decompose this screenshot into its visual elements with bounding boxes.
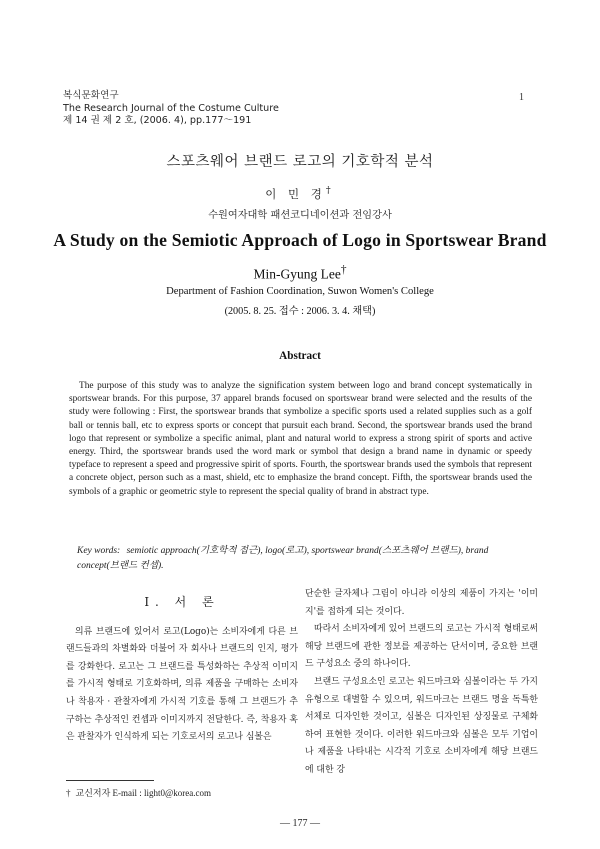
footnote-mark: † <box>66 788 71 798</box>
author-korean-name: 이 민 경 <box>265 186 326 201</box>
title-korean: 스포츠웨어 브랜드 로고의 기호학적 분석 <box>166 154 434 170</box>
author-english-name: Min-Gyung Lee <box>253 266 341 282</box>
journal-name-ko: 복식문화연구 <box>63 90 119 101</box>
keywords-text: semiotic approach(기호학적 접근), logo(로고), sportswear brand(스포츠웨어 브랜드), brand concept(브랜드 컨셉). <box>77 546 489 571</box>
journal-issue: 제 14 권 제 2 호, (2006. 4), pp.177～191 <box>63 115 252 126</box>
footnote-text: 교신저자 E-mail : light0@korea.com <box>75 788 212 798</box>
body-paragraph: 의류 브랜드에 있어서 로고(Logo)는 소비자에게 다른 브랜드들과의 차별화와 더불어 자 회사나 브랜드의 인지, 평가를 강화한다. 로고는 그 브랜드를 특성화하는 추상적 이미지를 가시적 형태로 기호화하며, 의류 제품을 구매하는 소비자나 착용자 · 관찰자에게 가시적 기호를 통해 그 브랜드가 추구하는 추상적인 컨셉과 이미지까지 전달한다. 즉, 착용자 혹은 관찰자가 인식하게 되는 기호로서의 로고나 심볼은 <box>66 626 298 743</box>
section-heading: I. 서 론 <box>144 595 220 609</box>
body-column-left <box>66 586 298 747</box>
author-english <box>0 264 600 283</box>
affiliation-korean: 수원여자대학 패션코디네이션과 전임강사 <box>208 210 392 221</box>
author-korean <box>0 185 600 202</box>
body-column-right <box>305 586 538 780</box>
keywords-label: Key words: <box>77 546 121 556</box>
footnote <box>66 786 211 799</box>
body-paragraph: 단순한 글자체나 그림이 아니라 이상의 제품이 가지는 '이미지'를 접하게 되는 것이다. <box>305 589 538 617</box>
page-corner-number: 1 <box>519 92 524 103</box>
title-english: A Study on the Semiotic Approach of Logo in Sportswear Brand <box>53 230 547 250</box>
abstract-heading: Abstract <box>279 350 321 362</box>
journal-header <box>63 90 279 128</box>
page-number: — 177 — <box>280 818 320 829</box>
body-paragraph: 브랜드 구성요소인 로고는 워드마크와 심볼이라는 두 가지 유형으로 대별할 수 있으며, 워드마크는 브랜드 명을 독특한 서체로 디자인한 것이고, 심볼은 디자인된 상징물로 구체화하여 표현한 것이다. 이러한 워드마크와 심볼은 모두 기업이나 제품을 나타내는 시각적 기호로 소비자에게 해당 브랜드에 대한 강 <box>305 676 538 775</box>
body-paragraph: 따라서 소비자에게 있어 브랜드의 로고는 가시적 형태로써 해당 브랜드에 관한 정보를 제공하는 단서이며, 중요한 브랜드 구성요소 중의 하나이다. <box>305 624 538 670</box>
keywords <box>77 544 532 574</box>
footnote-rule <box>66 780 154 781</box>
department-english: Department of Fashion Coordination, Suwon Women's College <box>166 286 434 297</box>
submission-dates: (2005. 8. 25. 접수 : 2006. 3. 4. 채택) <box>224 306 376 317</box>
abstract-text: The purpose of this study was to analyze the signification system between logo and brand concept systematically in sportswear brands. For this purpose, 37 apparel brands focused on sportswear brand were selected and the results of the study were following : First, the sportswear brands that symbolize a specific sports used a related supplies such as a golf ball or tennis ball, etc to express sports or concept that pursuit each brand. Second, the sportswear brands used the brand logo that represent or symbolize a specific animal, plant and natural world to express a strong spirit of sports and active energy. Third, the sportswear brands used the word mark or symbol that design a brand name in dynamic or speedy typeface to represent a speed and progressive spirit of sports. Fourth, the sportswear brands used the symbols that represent a concrete object, person such as a mast, shield, etc to emphasize the brand concept. Fifth, the sportswear brands used the symbols of a graphic or geometric style to represent the special quality of brand in abstract type. <box>69 381 532 497</box>
author-english-mark: † <box>340 264 347 276</box>
journal-name-en: The Research Journal of the Costume Culture <box>63 102 279 114</box>
author-korean-mark: † <box>325 185 335 196</box>
